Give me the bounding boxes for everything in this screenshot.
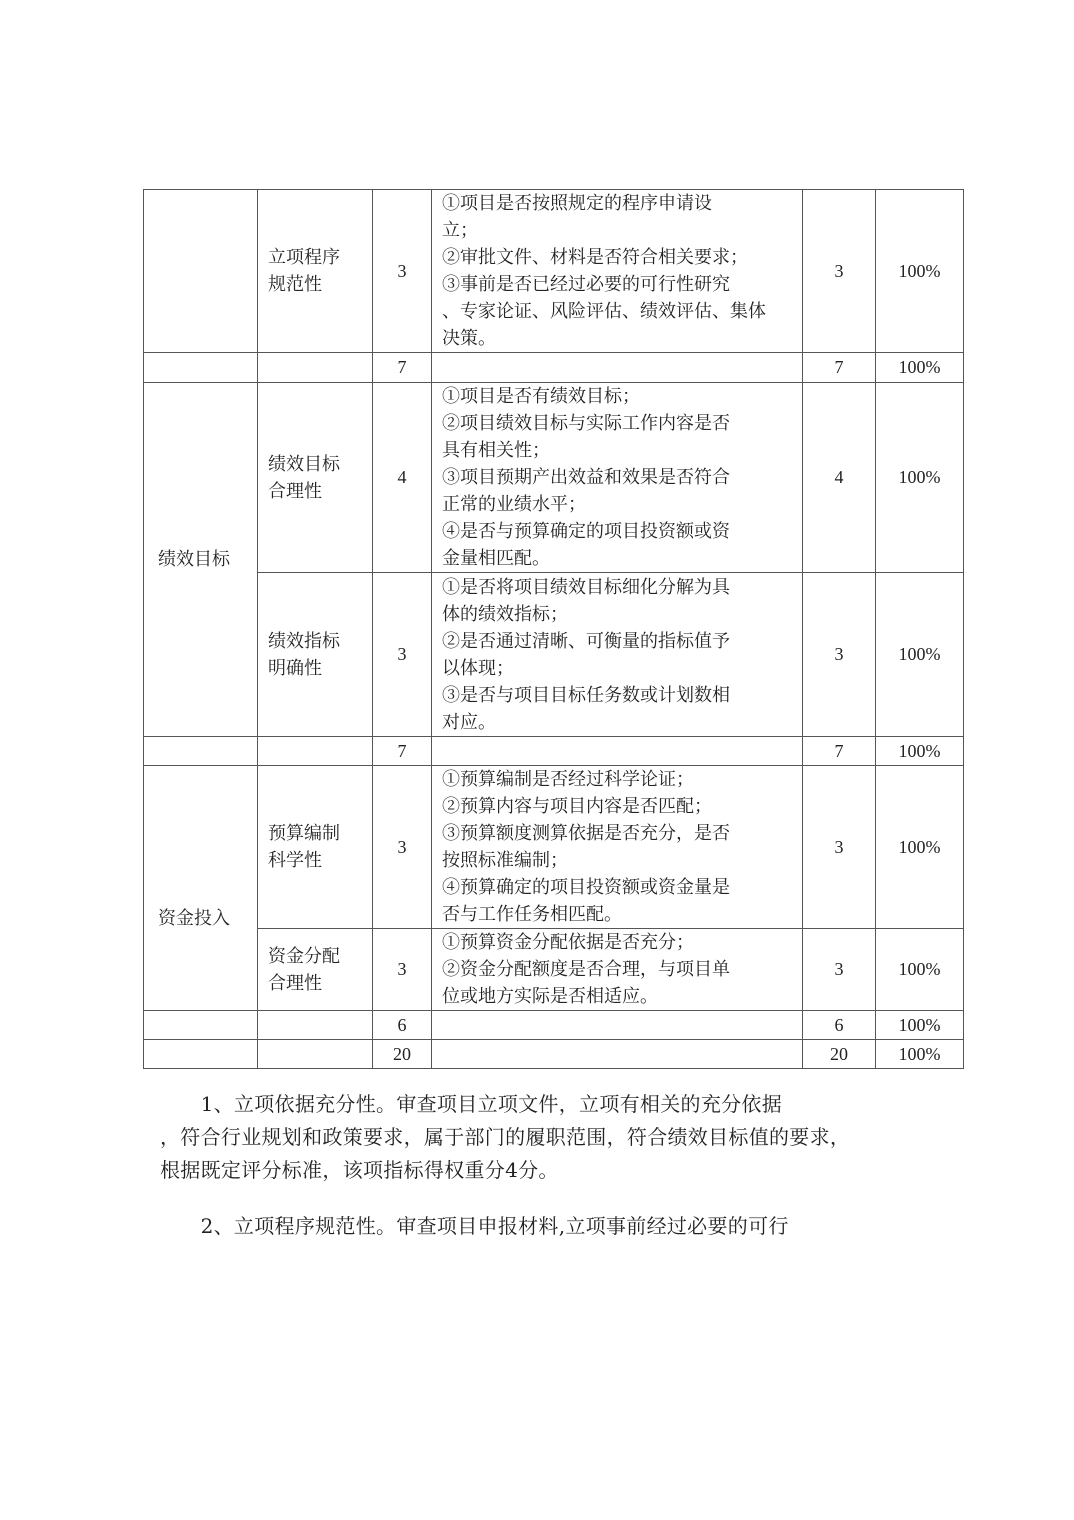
subtotal-row bbox=[144, 737, 964, 766]
category-cell: 绩效目标 bbox=[144, 383, 258, 737]
weight: 3 bbox=[373, 573, 432, 737]
subtotal-row bbox=[144, 353, 964, 383]
category-cell: 资金投入 bbox=[144, 766, 258, 1011]
criteria: ①预算编制是否经过科学论证； ②预算内容与项目内容是否匹配； ③预算额度测算依据是否充分，是否 按照标准编制； ④预算确定的项目投资额或资金量是 否与工作任务相匹配。 bbox=[432, 766, 803, 929]
indicator-name: 立项程序 规范性 bbox=[258, 190, 373, 353]
rate: 100% bbox=[876, 190, 964, 353]
subtotal-score: 7 bbox=[803, 353, 876, 383]
total-weight: 20 bbox=[373, 1040, 432, 1069]
table-row bbox=[144, 573, 964, 737]
rate: 100% bbox=[876, 766, 964, 929]
indicator-name: 绩效指标 明确性 bbox=[258, 573, 373, 737]
indicator-name: 资金分配 合理性 bbox=[258, 929, 373, 1011]
subtotal-rate: 100% bbox=[876, 737, 964, 766]
criteria: ①是否将项目绩效目标细化分解为具 体的绩效指标； ②是否通过清晰、可衡量的指标值予 以体现； ③是否与项目目标任务数或计划数相 对应。 bbox=[432, 573, 803, 737]
indicator-name: 预算编制 科学性 bbox=[258, 766, 373, 929]
rate: 100% bbox=[876, 929, 964, 1011]
subtotal-row bbox=[144, 1011, 964, 1040]
paragraph-2: 2、立项程序规范性。审查项目申报材料,立项事前经过必要的可行 bbox=[160, 1214, 789, 1238]
table-row bbox=[144, 929, 964, 1011]
weight: 3 bbox=[373, 190, 432, 353]
total-score: 20 bbox=[803, 1040, 876, 1069]
paragraph-1: 1、立项依据充分性。审查项目立项文件，立项有相关的充分依据 ，符合行业规划和政策要求，属于部门的履职范围，符合绩效目标值的要求， 根据既定评分标准，该项指标得权重分4分。 bbox=[160, 1092, 851, 1182]
rate: 100% bbox=[876, 383, 964, 573]
rate: 100% bbox=[876, 573, 964, 737]
criteria: ①预算资金分配依据是否充分； ②资金分配额度是否合理，与项目单 位或地方实际是否相适应。 bbox=[432, 929, 803, 1011]
weight: 3 bbox=[373, 929, 432, 1011]
table-row bbox=[144, 190, 964, 353]
weight: 3 bbox=[373, 766, 432, 929]
category-cell bbox=[144, 190, 258, 353]
score: 3 bbox=[803, 929, 876, 1011]
table-row bbox=[144, 766, 964, 929]
subtotal-weight: 6 bbox=[373, 1011, 432, 1040]
subtotal-score: 6 bbox=[803, 1011, 876, 1040]
subtotal-score: 7 bbox=[803, 737, 876, 766]
subtotal-weight: 7 bbox=[373, 353, 432, 383]
weight: 4 bbox=[373, 383, 432, 573]
subtotal-rate: 100% bbox=[876, 1011, 964, 1040]
evaluation-table bbox=[143, 189, 964, 1069]
subtotal-rate: 100% bbox=[876, 353, 964, 383]
subtotal-weight: 7 bbox=[373, 737, 432, 766]
table-row bbox=[144, 383, 964, 573]
total-rate: 100% bbox=[876, 1040, 964, 1069]
score: 3 bbox=[803, 573, 876, 737]
score: 3 bbox=[803, 190, 876, 353]
score: 4 bbox=[803, 383, 876, 573]
criteria: ①项目是否有绩效目标； ②项目绩效目标与实际工作内容是否 具有相关性； ③项目预期产出效益和效果是否符合 正常的业绩水平； ④是否与预算确定的项目投资额或资 金量相匹配。 bbox=[432, 383, 803, 573]
criteria: ①项目是否按照规定的程序申请设 立； ②审批文件、材料是否符合相关要求； ③事前是否已经过必要的可行性研究 、专家论证、风险评估、绩效评估、集体 决策。 bbox=[432, 190, 803, 353]
total-row bbox=[144, 1040, 964, 1069]
indicator-name: 绩效目标 合理性 bbox=[258, 383, 373, 573]
score: 3 bbox=[803, 766, 876, 929]
